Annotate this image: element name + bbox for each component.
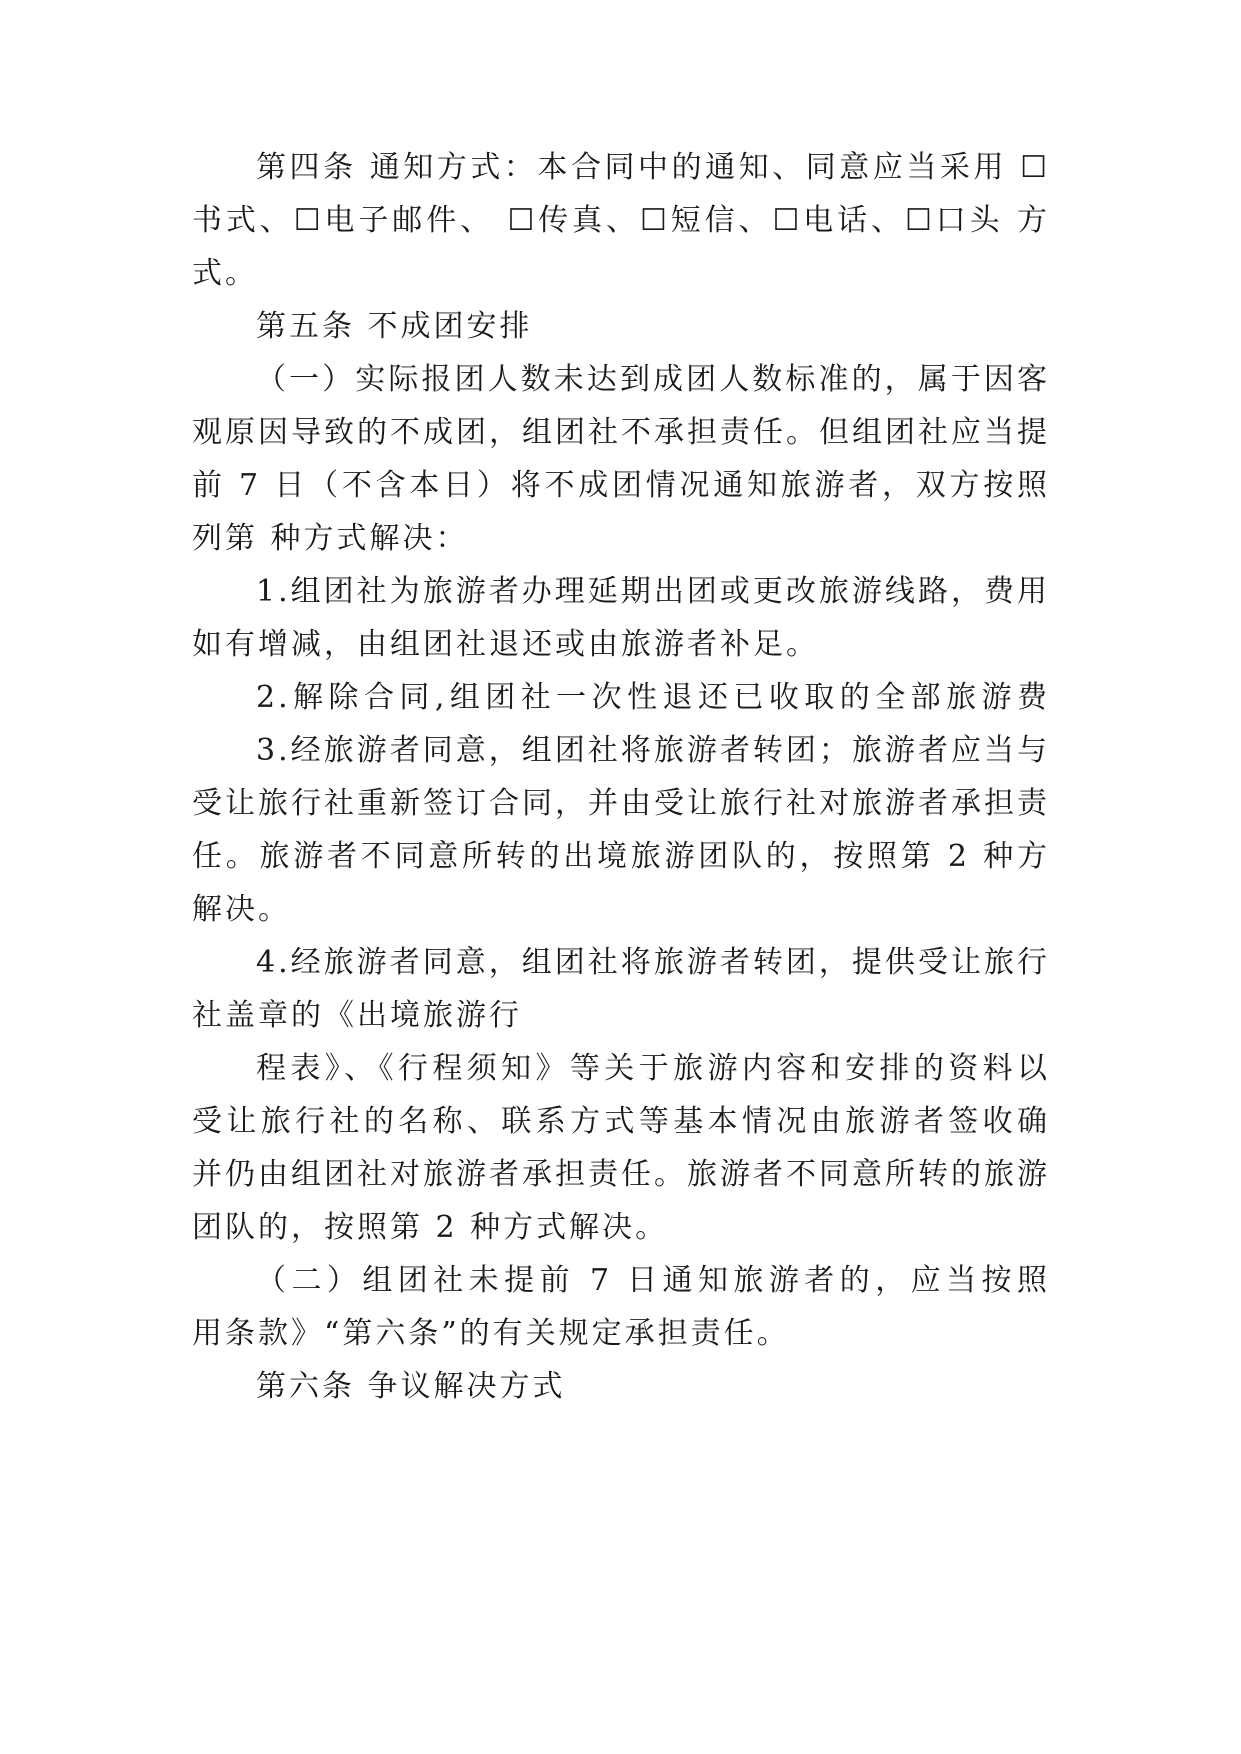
text-line: 1.组团社为旅游者办理延期出团或更改旅游线路，费用 xyxy=(256,574,1050,609)
text-line: 任。旅游者不同意所转的出境旅游团队的，按照第 2 种方 xyxy=(192,839,1050,874)
text-line: 受让旅行社的名称、联系方式等基本情况由旅游者签收确 xyxy=(192,1104,1050,1139)
text-line: 并仍由组团社对旅游者承担责任。旅游者不同意所转的旅游 xyxy=(192,1157,1050,1192)
text-line: 前 7 日（不含本日）将不成团情况通知旅游者，双方按照 xyxy=(192,468,1050,503)
text-line: 社盖章的《出境旅游行 xyxy=(192,998,522,1033)
text-line: 3.经旅游者同意，组团社将旅游者转团；旅游者应当与 xyxy=(256,733,1050,768)
text-line: （一）实际报团人数未达到成团人数标准的，属于因客 xyxy=(256,362,1050,397)
text-line: 2.解除合同,组团社一次性退还已收取的全部旅游费 xyxy=(256,680,1050,715)
section-heading: 第五条 不成团安排 xyxy=(256,309,533,344)
text-line: 用条款》“第六条”的有关规定承担责任。 xyxy=(192,1316,790,1351)
text-line: 团队的，按照第 2 种方式解决。 xyxy=(192,1210,669,1245)
text-line: 程表》、《行程须知》等关于旅游内容和安排的资料以 xyxy=(256,1051,1050,1086)
section-heading: 第六条 争议解决方式 xyxy=(256,1369,566,1404)
text-line: 第四条 通知方式：本合同中的通知、同意应当采用 ☐ xyxy=(256,150,1050,185)
text-line: 观原因导致的不成团，组团社不承担责任。但组团社应当提 xyxy=(192,415,1050,450)
text-line: 如有增减，由组团社退还或由旅游者补足。 xyxy=(192,627,819,662)
text-line: 列第 种方式解决： xyxy=(192,521,469,556)
text-line: 式。 xyxy=(192,256,258,291)
text-line: 解决。 xyxy=(192,892,291,927)
text-line: 4.经旅游者同意，组团社将旅游者转团，提供受让旅行 xyxy=(256,945,1050,980)
text-line: （二）组团社未提前 7 日通知旅游者的，应当按照 xyxy=(256,1263,1050,1298)
text-line: 书式、☐电子邮件、 ☐传真、☐短信、☐电话、☐口头 方 xyxy=(192,203,1050,238)
text-line: 受让旅行社重新签订合同，并由受让旅行社对旅游者承担责 xyxy=(192,786,1050,821)
